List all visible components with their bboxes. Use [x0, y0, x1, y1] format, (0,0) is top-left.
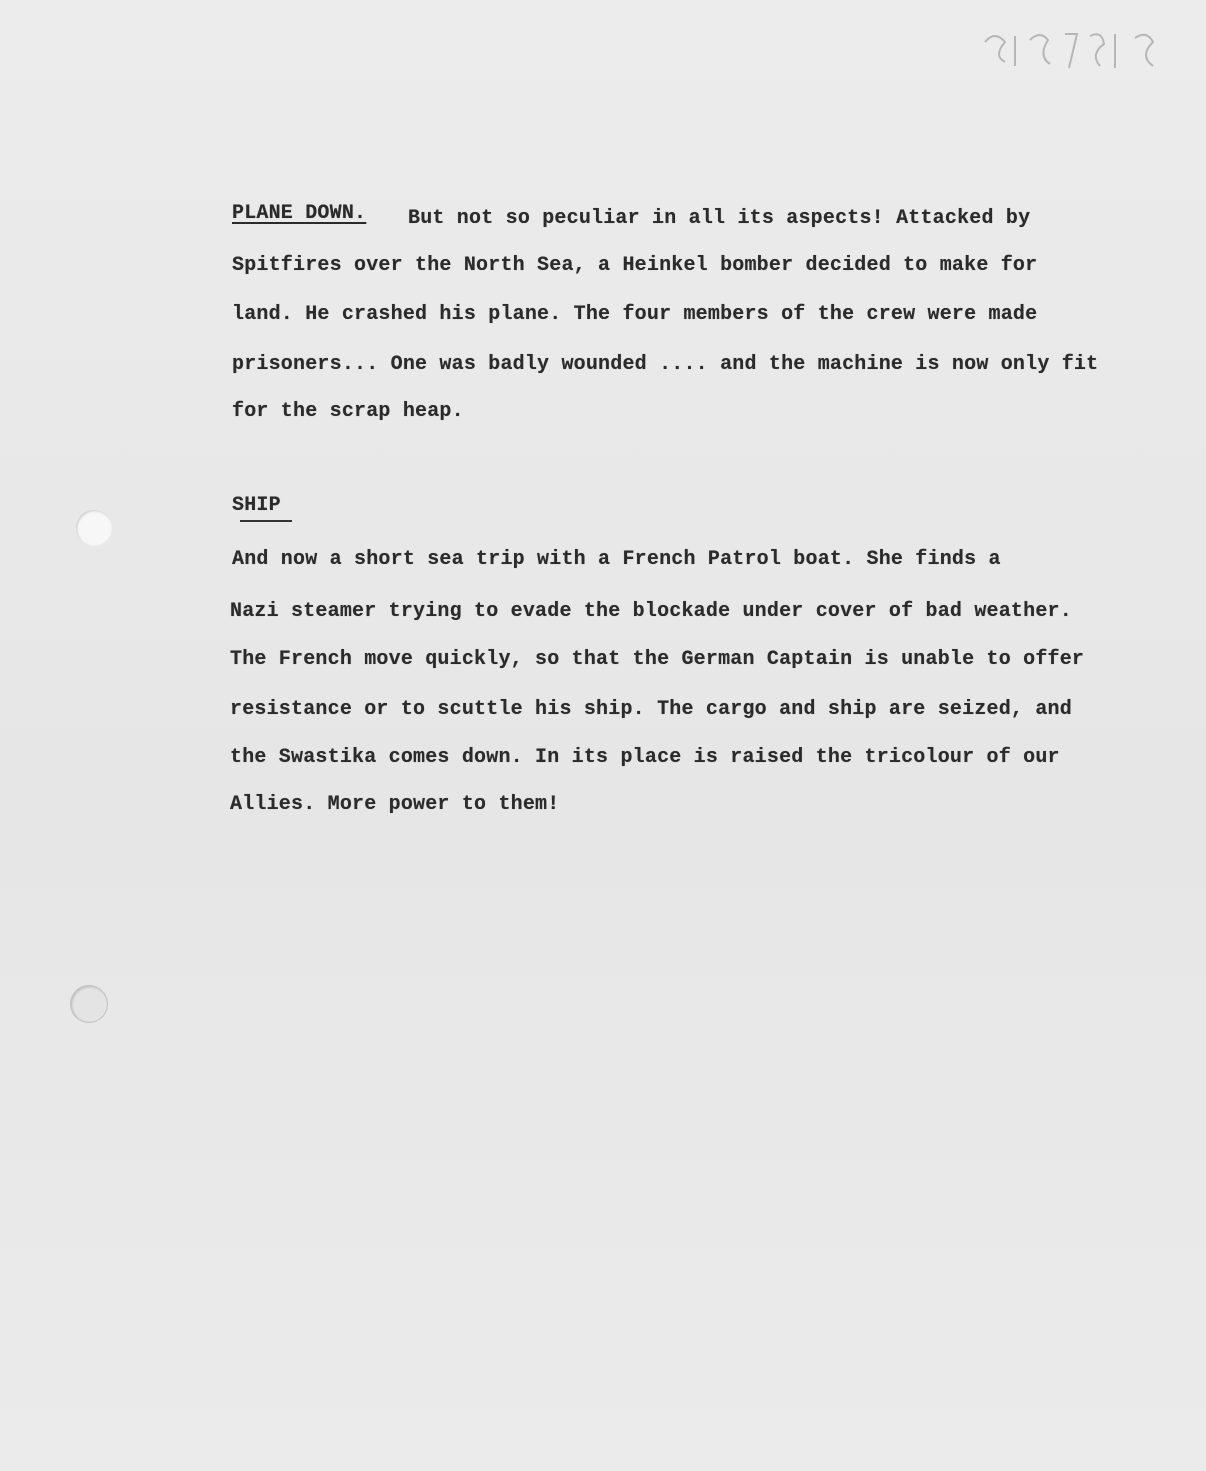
- text-line: Nazi steamer trying to evade the blockade under cover of bad weather.: [230, 600, 1072, 623]
- text-line: the Swastika comes down. In its place is raised the tricolour of our: [230, 746, 1060, 769]
- section-heading-ship: SHIP: [232, 494, 281, 517]
- text-line: Spitfires over the North Sea, a Heinkel bomber decided to make for: [232, 254, 1038, 277]
- text-line: But not so peculiar in all its aspects! Attacked by: [408, 207, 1031, 230]
- heading-underline: [240, 520, 292, 522]
- text-line: resistance or to scuttle his ship. The cargo and ship are seized, and: [230, 698, 1072, 721]
- text-line: land. He crashed his plane. The four members of the crew were made: [232, 303, 1038, 326]
- section-heading-plane-down: PLANE DOWN.: [232, 202, 367, 225]
- punch-hole: [70, 985, 108, 1023]
- text-line: And now a short sea trip with a French Patrol boat. She finds a: [232, 548, 1001, 571]
- text-line: The French move quickly, so that the German Captain is unable to offer: [230, 648, 1085, 671]
- archive-number-stamp: [975, 22, 1165, 82]
- text-line: for the scrap heap.: [232, 400, 464, 423]
- text-line: Allies. More power to them!: [230, 793, 560, 816]
- text-line: prisoners... One was badly wounded .... and the machine is now only fit: [232, 353, 1099, 376]
- punch-hole: [76, 510, 112, 546]
